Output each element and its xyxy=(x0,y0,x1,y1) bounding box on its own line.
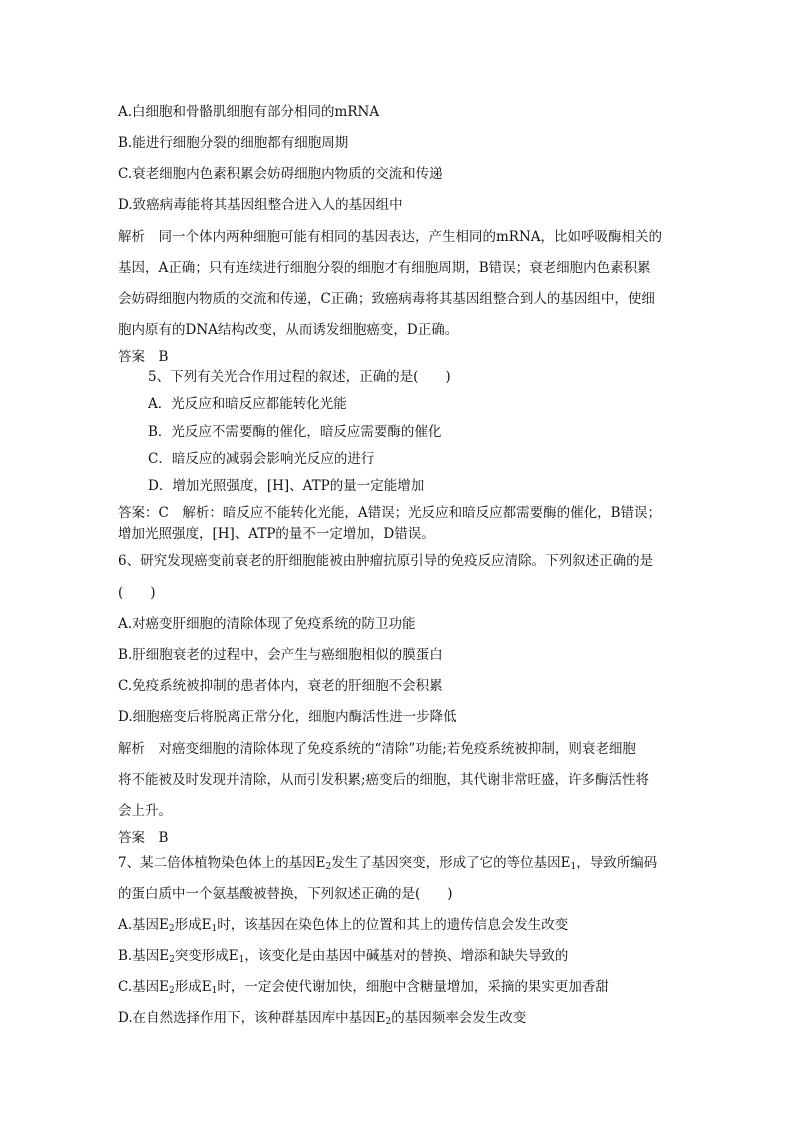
q7-option-d: D.在自然选择作用下，该种群基因库中基因$E_2$的基因频率会发生改变 xyxy=(118,1010,527,1027)
q5-option-c: C．暗反应的减弱会影响光反应的进行 xyxy=(148,451,375,467)
q5-option-b: B．光反应不需要酶的催化，暗反应需要酶的催化 xyxy=(148,424,442,440)
option-a: A.白细胞和骨骼肌细胞有部分相同的mRNA xyxy=(118,104,380,120)
q5-option-a: A．光反应和暗反应都能转化光能 xyxy=(148,396,347,412)
answer-line: 答案 B xyxy=(118,349,169,365)
q6-analysis-line: 将不能被及时发现并清除，从而引发积累;癌变后的细胞，其代谢非常旺盛，许多酶活性将 xyxy=(118,772,650,788)
q6-option-c: C.免疫系统被抑制的患者体内，衰老的肝细胞不会积累 xyxy=(118,678,443,694)
option-b: B.能进行细胞分裂的细胞都有细胞周期 xyxy=(118,135,349,151)
q6-answer-line: 答案 B xyxy=(118,830,169,846)
option-d: D.致癌病毒能将其基因组整合进入人的基因组中 xyxy=(118,197,403,213)
q5-option-d: D．增加光照强度，[H]、ATP的量一定能增加 xyxy=(148,478,425,494)
question-6-stem-cont: ( ) xyxy=(118,585,156,601)
question-7-stem: 7、某二倍体植物染色体上的基因$E_2$发生了基因突变，形成了它的等位基因$E_1$，导致所编码 xyxy=(118,855,658,872)
analysis-line: 会妨碍细胞内物质的交流和传递，C正确；致癌病毒将其基因组整合到人的基因组中，使细 xyxy=(118,291,655,307)
q7-option-c: C.基因$E_2$形成$E_1$时，一定会使代谢加快，细胞中含糖量增加，采摘的果实更加香甜 xyxy=(118,979,609,996)
analysis-line: 基因，A正确；只有连续进行细胞分裂的细胞才有细胞周期，B错误；衰老细胞内色素积累 xyxy=(118,260,651,276)
analysis-line: 解析 同一个体内两种细胞可能有相同的基因表达，产生相同的mRNA，比如呼吸酶相关的 xyxy=(118,229,663,245)
q6-option-b: B.肝细胞衰老的过程中，会产生与癌细胞相似的膜蛋白 xyxy=(118,647,443,663)
question-7-stem-cont: 的蛋白质中一个氨基酸被替换，下列叙述正确的是( ) xyxy=(118,886,453,902)
option-c: C.衰老细胞内色素积累会妨碍细胞内物质的交流和传递 xyxy=(118,166,443,182)
q6-analysis-line: 会上升。 xyxy=(118,803,172,819)
question-6-stem: 6、研究发现癌变前衰老的肝细胞能被由肿瘤抗原引导的免疫反应清除。下列叙述正确的是 xyxy=(118,553,654,569)
q5-answer-line: 增加光照强度，[H]、ATP的量不一定增加，D错误。 xyxy=(118,526,435,542)
q7-option-a: A.基因$E_2$形成$E_1$时，该基因在染色体上的位置和其上的遗传信息会发生改变 xyxy=(118,917,569,934)
question-5-stem: 5、下列有关光合作用过程的叙述，正确的是( ) xyxy=(148,369,451,385)
q7-option-b: B.基因$E_2$突变形成$E_1$，该变化是由基因中碱基对的替换、增添和缺失导致的 xyxy=(118,948,569,965)
q6-option-d: D.细胞癌变后将脱离正常分化，细胞内酶活性进一步降低 xyxy=(118,709,457,725)
q6-option-a: A.对癌变肝细胞的清除体现了免疫系统的防卫功能 xyxy=(118,616,416,632)
analysis-line: 胞内原有的DNA结构改变，从而诱发细胞癌变，D正确。 xyxy=(118,322,459,338)
q5-answer-line: 答案：C 解析：暗反应不能转化光能，A错误；光反应和暗反应都需要酶的催化，B错误； xyxy=(118,505,661,521)
q6-analysis-line: 解析 对癌变细胞的清除体现了免疫系统的“清除”功能;若免疫系统被抑制，则衰老细胞 xyxy=(118,741,636,757)
